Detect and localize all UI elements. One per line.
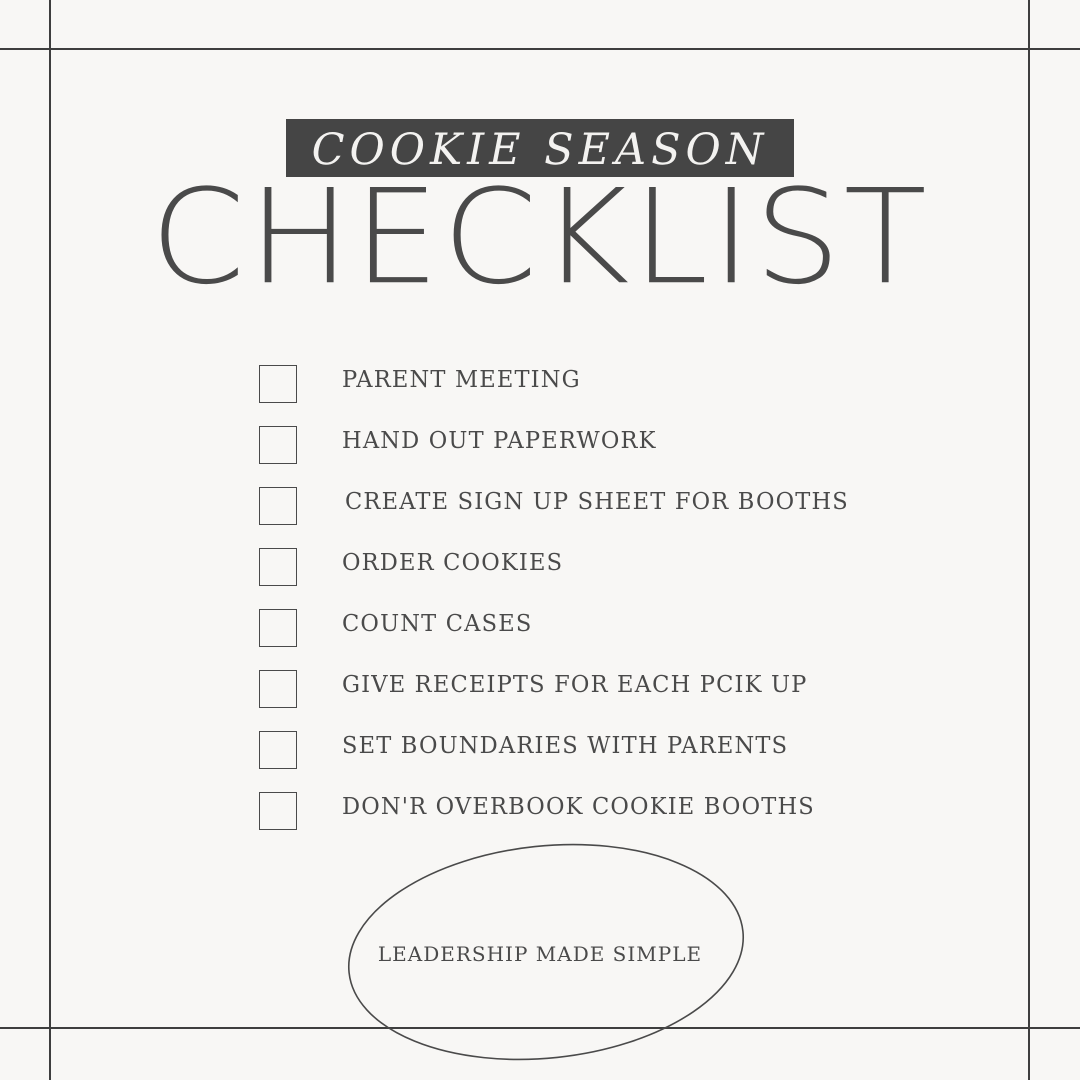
checklist-item-label: DON'R OVERBOOK COOKIE BOOTHS (342, 794, 815, 820)
subtitle-text: COOKIE SEASON (311, 124, 769, 175)
checklist-item-label: PARENT MEETING (342, 367, 581, 393)
checklist-item (259, 487, 959, 548)
checkbox[interactable] (259, 670, 297, 708)
checklist-item (259, 670, 959, 731)
page-title: CHECKLIST (150, 162, 930, 314)
checklist-item (259, 731, 959, 792)
frame-line-right (1028, 0, 1030, 1080)
footer-tagline: LEADERSHIP MADE SIMPLE (377, 942, 703, 966)
checkbox[interactable] (259, 792, 297, 830)
checkbox[interactable] (259, 487, 297, 525)
checkbox[interactable] (259, 365, 297, 403)
checklist-item-label: CREATE SIGN UP SHEET FOR BOOTHS (345, 489, 849, 515)
checkbox[interactable] (259, 548, 297, 586)
checklist-item (259, 548, 959, 609)
checklist-item-label: SET BOUNDARIES WITH PARENTS (342, 733, 789, 759)
checklist-item-label: ORDER COOKIES (342, 550, 564, 576)
checklist-item (259, 609, 959, 670)
frame-line-top (0, 48, 1080, 50)
checklist (259, 365, 959, 853)
checklist-item (259, 426, 959, 487)
checkbox[interactable] (259, 609, 297, 647)
checklist-item-label: COUNT CASES (342, 611, 533, 637)
checkbox[interactable] (259, 426, 297, 464)
checklist-item-label: HAND OUT PAPERWORK (342, 428, 657, 454)
checkbox[interactable] (259, 731, 297, 769)
checklist-item-label: GIVE RECEIPTS FOR EACH PCIK UP (342, 672, 808, 698)
checklist-item (259, 365, 959, 426)
frame-line-left (49, 0, 51, 1080)
